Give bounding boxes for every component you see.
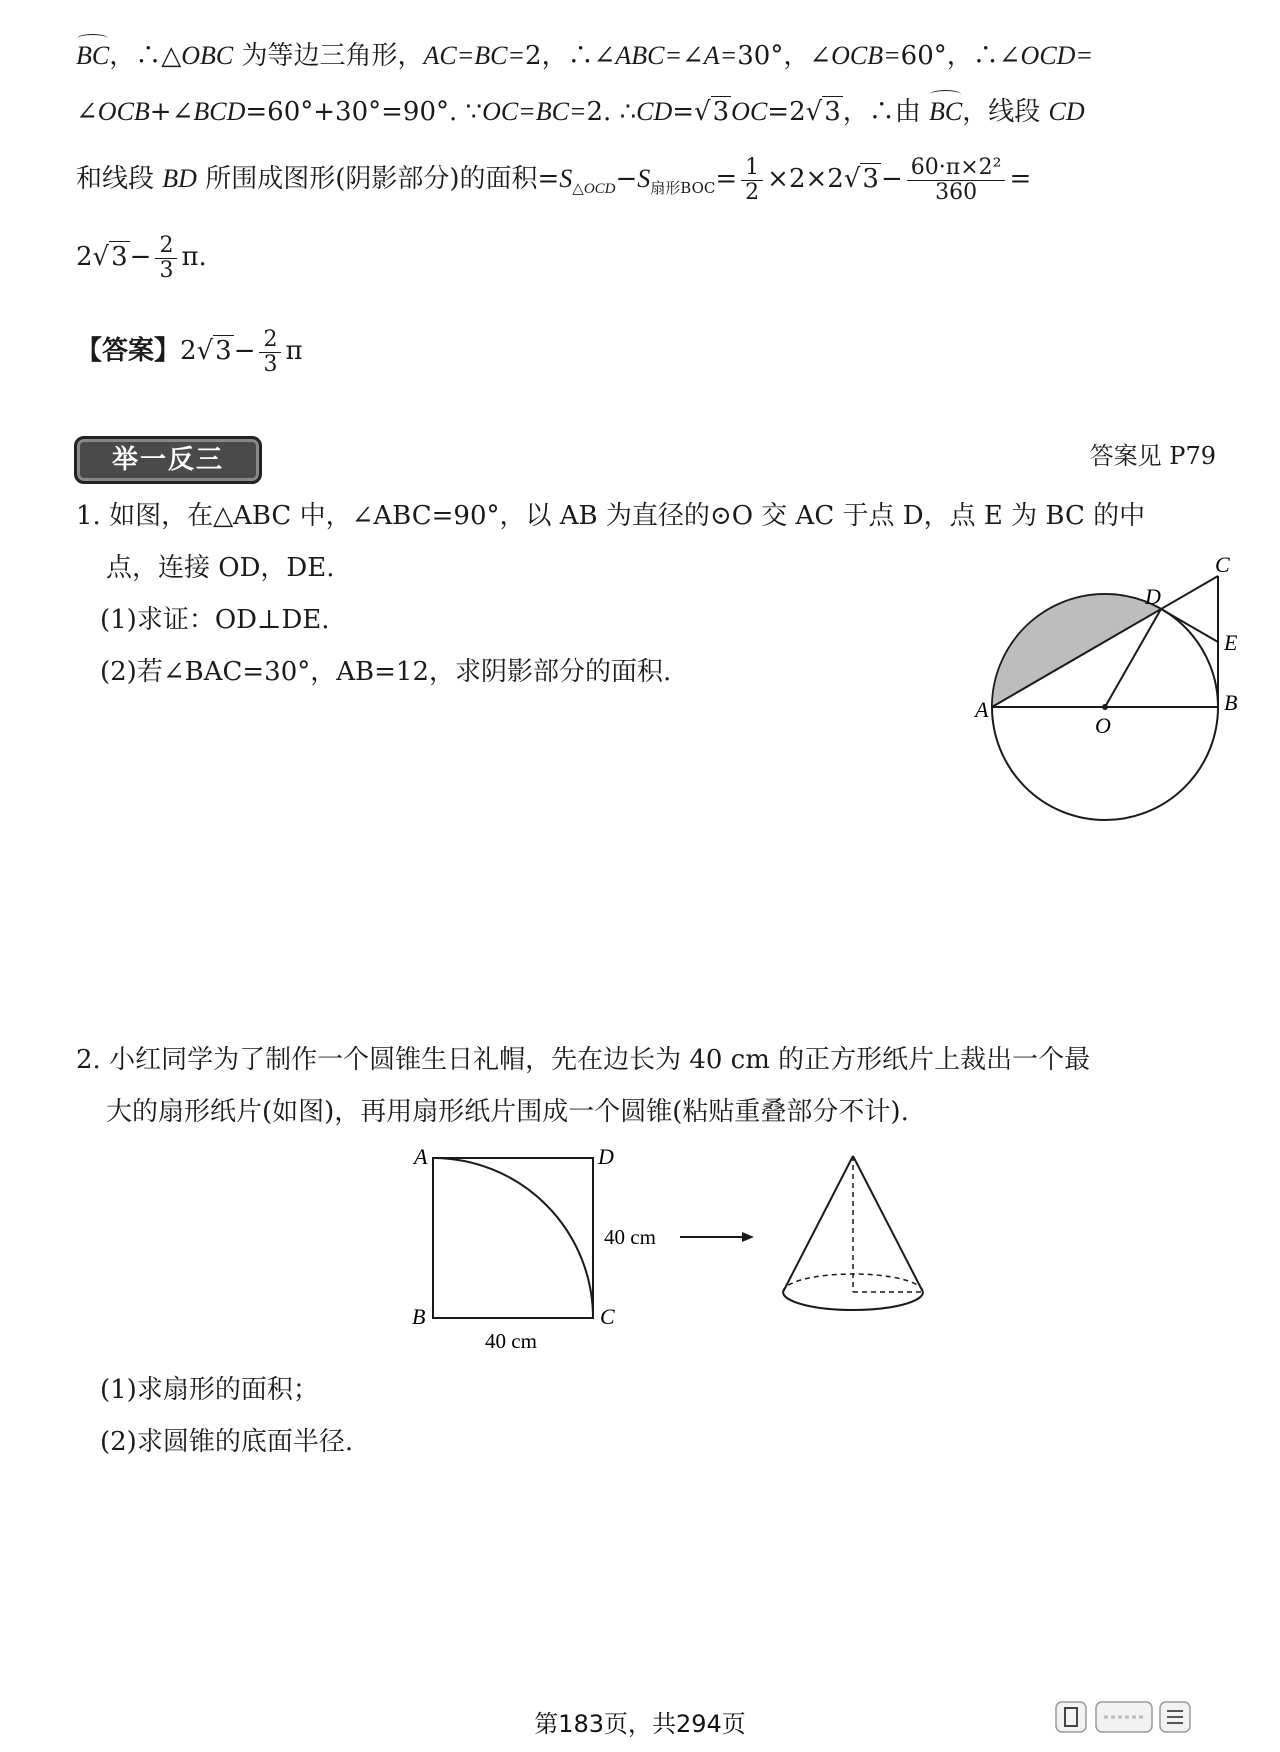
label-d: D <box>1145 584 1161 609</box>
denominator: 3 <box>159 257 174 283</box>
problem2-line-1: 2. 小红同学为了制作一个圆锥生日礼帽，先在边长为 40 cm 的正方形纸片上裁出一个最 <box>76 1045 1091 1075</box>
text: OCB= <box>831 41 901 70</box>
page-indicator: 第183页，共294页 <box>534 1710 746 1738</box>
text: = <box>672 97 695 127</box>
radicand: 3 <box>215 336 232 366</box>
fraction <box>907 156 1006 205</box>
square-sector-figure <box>400 1130 960 1360</box>
cone-right-edge <box>853 1156 923 1292</box>
solution-line-3 <box>76 150 1226 218</box>
text: 所围成图形(阴影部分)的面积= <box>196 164 560 194</box>
text: − <box>615 164 638 194</box>
text: π <box>285 336 303 366</box>
text: − <box>129 242 152 272</box>
label-c: C <box>1215 552 1230 577</box>
fraction <box>741 156 763 205</box>
shaded-segment <box>992 594 1161 707</box>
numerator: 2 <box>259 328 281 353</box>
text: − <box>880 164 903 194</box>
subscript: △OCD <box>572 181 616 197</box>
text: 2 <box>180 336 197 366</box>
label-a: A <box>414 1144 428 1169</box>
text: OCD= <box>1020 41 1093 70</box>
text: OBC <box>181 41 234 70</box>
text: 为等边三角形， <box>233 41 424 71</box>
answer-line <box>76 322 1226 380</box>
text: S <box>637 164 651 193</box>
sqrt: √3 <box>196 336 232 366</box>
label-d: D <box>598 1144 614 1169</box>
segment-de <box>1161 609 1218 642</box>
text: ABC=∠A= <box>615 41 738 70</box>
numerator: 1 <box>741 156 763 181</box>
text: π. <box>181 242 207 272</box>
text: CD <box>636 97 673 126</box>
text: 2 <box>76 242 93 272</box>
sector-arc <box>433 1158 593 1318</box>
text: 60°，∴∠ <box>900 41 1021 71</box>
solution-line-4 <box>76 228 1226 286</box>
label-e: E <box>1224 630 1238 655</box>
label-c: C <box>600 1304 615 1329</box>
subscript: 扇形BOC <box>650 179 716 197</box>
arc-bc: BC <box>76 36 109 76</box>
denominator: 2 <box>745 179 760 205</box>
menu-icon[interactable] <box>1158 1700 1192 1734</box>
text: ，∴△ <box>109 41 182 71</box>
text: 2，∴∠ <box>525 41 616 71</box>
problem1-question-1: (1)求证：OD⊥DE. <box>100 605 330 635</box>
sqrt: √3 <box>843 164 879 194</box>
text: AC=BC= <box>423 41 526 70</box>
arc-bc: BC <box>929 92 962 132</box>
problem1-line-1: 1. 如图，在△ABC 中，∠ABC=90°，以 AB 为直径的⊙O 交 AC 于点 D，点 E 为 BC 的中 <box>76 501 1146 531</box>
text: OC <box>731 97 768 126</box>
text: BCD <box>193 97 246 126</box>
problem2-question-2: (2)求圆锥的底面半径. <box>100 1427 354 1457</box>
point-o <box>1102 704 1108 710</box>
problem1-question-2: (2)若∠BAC=30°，AB=12，求阴影部分的面积. <box>100 657 672 687</box>
text: OC=BC= <box>482 97 587 126</box>
solution-line-1 <box>76 36 1226 76</box>
double-page-view-icon[interactable] <box>1094 1700 1154 1734</box>
problem2-line-2: 大的扇形纸片(如图)，再用扇形纸片围成一个圆锥(粘贴重叠部分不计). <box>106 1097 909 1127</box>
text: +∠ <box>149 97 194 127</box>
fraction <box>259 328 281 377</box>
numerator: 2 <box>155 234 177 259</box>
problem1-line-2: 点，连接 OD，DE. <box>106 553 335 583</box>
denominator: 360 <box>935 179 978 205</box>
single-page-view-icon[interactable] <box>1054 1700 1088 1734</box>
text: BD <box>162 164 197 193</box>
arrow-head-icon <box>742 1232 754 1242</box>
text: 和线段 <box>76 164 163 194</box>
text: ∠ <box>76 97 98 127</box>
text: S <box>559 164 573 193</box>
text: 2. ∴ <box>586 97 637 127</box>
text: ，线段 <box>962 97 1049 127</box>
problem2-question-1: (1)求扇形的面积； <box>100 1375 319 1405</box>
label-b: B <box>412 1304 426 1329</box>
sqrt: √3 <box>92 242 128 272</box>
fraction <box>155 234 177 283</box>
label-a: A <box>975 697 989 722</box>
text: = <box>715 164 738 194</box>
numerator: 60·π×2² <box>907 156 1006 181</box>
text: = <box>1009 164 1032 194</box>
answer-label: 【答案】 <box>76 336 181 366</box>
text: ×2×2 <box>767 164 844 194</box>
radicand: 3 <box>712 97 730 127</box>
text: ，∴由 <box>842 97 930 127</box>
solution-line-2 <box>76 92 1226 132</box>
circle-triangle-figure <box>975 550 1238 810</box>
section-badge: 举一反三 <box>74 436 262 484</box>
text: OCB <box>97 97 150 126</box>
cone-left-edge <box>783 1156 853 1292</box>
text: =2 <box>767 97 806 127</box>
text: =60°+30°=90°. ∵ <box>245 97 483 127</box>
side-length-right: 40 cm <box>604 1225 656 1249</box>
radicand: 3 <box>862 164 879 194</box>
text: CD <box>1048 97 1085 126</box>
radicand: 3 <box>111 242 128 272</box>
denominator: 3 <box>263 351 278 377</box>
square-abcd <box>433 1158 593 1318</box>
cone-base-front <box>783 1292 923 1310</box>
side-length-bottom: 40 cm <box>485 1329 537 1353</box>
radicand: 3 <box>824 97 841 127</box>
label-b: B <box>1224 690 1238 715</box>
answer-reference: 答案见 P79 <box>1089 442 1216 470</box>
text: − <box>233 336 256 366</box>
text: 30°，∠ <box>737 41 832 71</box>
sqrt: √3 <box>805 97 841 127</box>
label-o: O <box>1095 713 1111 738</box>
sqrt: √3 <box>694 97 730 127</box>
